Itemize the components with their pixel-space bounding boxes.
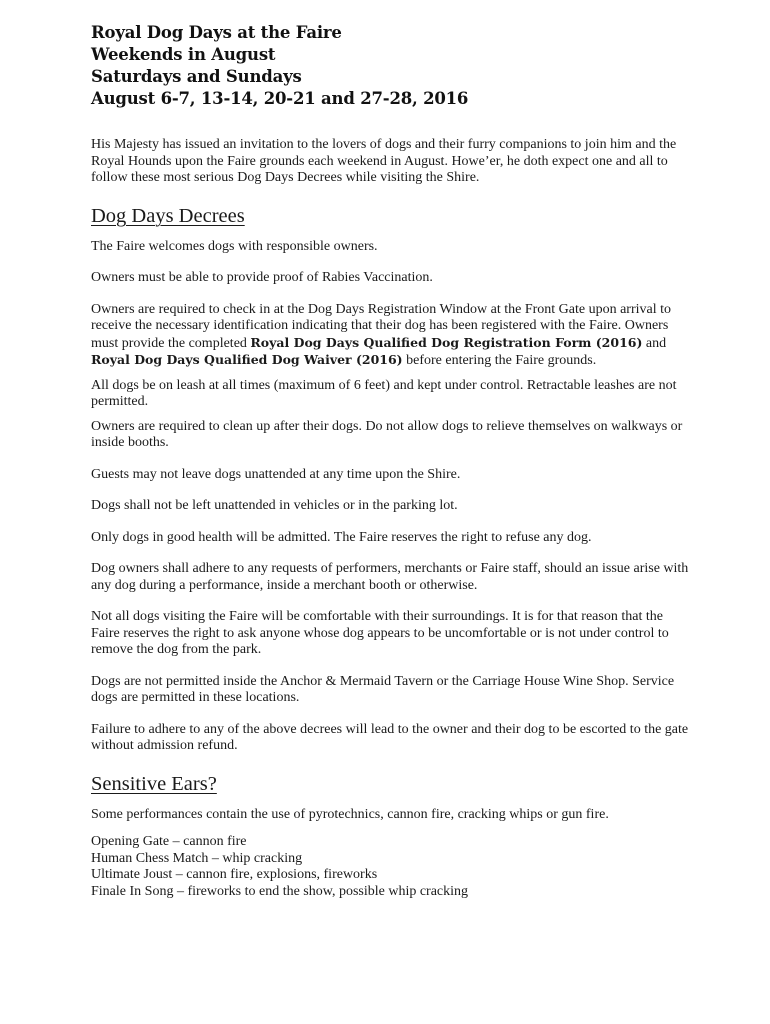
event-dates: August 6-7, 13-14, 20-21 and 27-28, 2016 — [91, 89, 469, 108]
list-item: Ultimate Joust – cannon fire, explosions, fireworks — [91, 867, 378, 882]
event-period: Weekends in August — [91, 45, 276, 64]
decree-paragraph: Owners are required to clean up after their dogs. Do not allow dogs to relieve themselves on walkways or inside booths. — [91, 418, 683, 450]
sensitive-ears-heading: Sensitive Ears? — [91, 772, 217, 795]
waiver-reference: Royal Dog Days Qualified Dog Waiver (2016) — [91, 352, 403, 367]
decree-paragraph: Owners must be able to provide proof of Rabies Vaccination. — [91, 270, 433, 285]
list-item: Finale In Song – fireworks to end the show, possible whip cracking — [91, 883, 469, 899]
intro-paragraph: His Majesty has issued an invitation to the lovers of dogs and their furry companions to join him and the Royal Hounds upon the Faire grounds each weekend in August. Howe’er, he doth expect one and all to follow these most serious Dog Days Decrees while visiting the Shire. — [91, 137, 677, 185]
decree-paragraph: Only dogs in good health will be admitted. The Faire reserves the right to refuse any dog. — [91, 529, 592, 545]
decree-text: and — [642, 335, 667, 351]
sensitive-ears-intro: Some performances contain the use of pyrotechnics, cannon fire, cracking whips or gun fire. — [91, 806, 609, 822]
decree-paragraph: Dogs shall not be left unattended in vehicles or in the parking lot. — [91, 498, 458, 513]
event-days: Saturdays and Sundays — [91, 67, 302, 86]
decree-paragraph: Not all dogs visiting the Faire will be comfortable with their surroundings. It is for that reason that the Faire reserves the right to ask anyone whose dog appears to be uncomfortable or is not under control to remove the dog from the park. — [91, 609, 669, 657]
decree-paragraph: Dogs are not permitted inside the Anchor & Mermaid Tavern or the Carriage House Wine Shop. Service dogs are permitted in these locations. — [91, 673, 675, 705]
decree-paragraph: Guests may not leave dogs unattended at any time upon the Shire. — [91, 466, 461, 482]
list-item: Opening Gate – cannon fire — [91, 834, 247, 849]
decree-paragraph: All dogs be on leash at all times (maximum of 6 feet) and kept under control. Retractable leashes are not permitted. — [91, 377, 677, 409]
decree-registration-paragraph — [91, 302, 691, 370]
document-page — [91, 22, 691, 900]
decree-text: before entering the Faire grounds. — [402, 353, 597, 368]
registration-form-reference: Royal Dog Days Qualified Dog Registration Form (2016) — [250, 334, 643, 350]
decree-paragraph: Failure to adhere to any of the above decrees will lead to the owner and their dog to be escorted to the gate without admission refund. — [91, 721, 689, 753]
decree-text: Owners are required to check in at the Dog Days Registration Window at the Front Gate upon arrival to receive the necessary identification indicating that their dog has been registered with the Faire. Owners must provide the completed — [91, 301, 672, 351]
event-title: Royal Dog Days at the Faire — [91, 23, 342, 42]
decree-paragraph: The Faire welcomes dogs with responsible owners. — [91, 238, 378, 254]
performance-effects-list — [91, 834, 691, 900]
decree-paragraph: Dog owners shall adhere to any requests of performers, merchants or Faire staff, should an issue arise with any dog during a performance, inside a merchant booth or otherwise. — [91, 561, 689, 593]
list-item: Human Chess Match – whip cracking — [91, 850, 303, 866]
event-header — [91, 22, 691, 110]
decrees-heading: Dog Days Decrees — [91, 204, 245, 227]
